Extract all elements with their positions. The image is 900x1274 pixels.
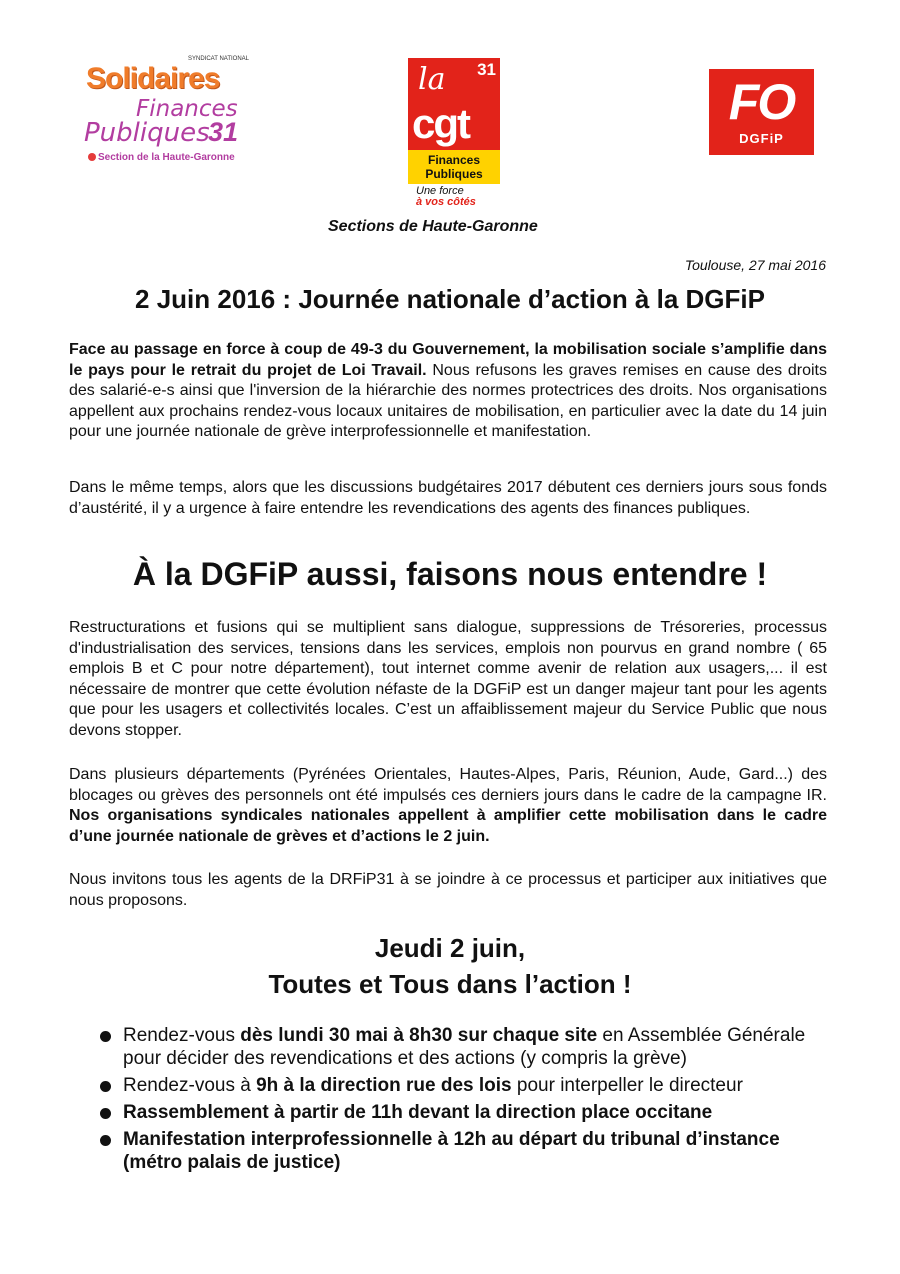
cgt-logo-la: la [418, 62, 446, 97]
paragraph-1 [69, 340, 827, 443]
paragraph-1-bold: Face au passage en force à coup de 49-3 du Gouvernement, la mobilisation sociale s’amplifie dans le pays pour le retrait du projet de Loi Travail. [69, 341, 827, 379]
list-item [100, 1074, 820, 1097]
cgt-logo-sub1: Finances [427, 153, 481, 167]
document-date: Toulouse, 27 mai 2016 [684, 257, 826, 273]
sections-label: Sections de Haute-Garonne [328, 218, 538, 235]
paragraph-5: Nous invitons tous les agents de la DRFiP31 à se joindre à ce processus et participer aux initiatives que nous proposons. [69, 871, 827, 909]
cgt-logo-sub2: Publiques [425, 167, 483, 181]
call-to-action-line2: Toutes et Tous dans l’action ! [268, 969, 632, 999]
paragraph-2: Dans le même temps, alors que les discussions budgétaires 2017 débutent ces derniers jours sous fonds d’austérité, il y a urgence à faire entendre les revendications des agents des finances publiques. [69, 479, 827, 517]
cgt-logo-yellow-block [408, 150, 500, 184]
cgt-logo-red-block [408, 58, 500, 150]
list-item-text-a: Rendez-vous à [123, 1075, 257, 1096]
cgt-slogan-line1: Une force [416, 185, 464, 197]
list-item-text-c: en Assemblée Générale pour décider des revendications et des actions (y compris la grève) [123, 1025, 806, 1069]
solidaires-logo-syndicat: SYNDICAT NATIONAL [188, 56, 250, 62]
paragraph-4-bold: Nos organisations syndicales nationales appellent à amplifier cette mobilisation dans le cadre d’une journée nationale de grèves et d’actions le 2 juin. [69, 807, 827, 845]
main-title: 2 Juin 2016 : Journée nationale d’action à la DGFiP [135, 284, 765, 314]
solidaires-logo-line1: Solidaires [86, 62, 220, 95]
list-item-text-b: 9h à la direction rue des lois [256, 1075, 512, 1096]
cgt-slogan [416, 186, 476, 208]
list-item [100, 1128, 820, 1174]
cgt-logo [408, 58, 500, 210]
paragraph-1-text: Nous refusons les graves remises en cause des droits des salarié-e-s ainsi que l'inversion de la hiérarchie des normes protectrices des droits. Nos organisations appellent aux prochains rendez-vous locaux unitaires de mobilisation, en particulier avec la date du 14 juin pour une journée nationale de grève interprofessionnelle et manifestation. [69, 361, 828, 440]
solidaires-logo-line3: Publiques [84, 118, 210, 148]
cgt-logo-name: cgt [412, 100, 469, 147]
list-item-text-a: Rendez-vous [123, 1025, 241, 1046]
bullet-icon [100, 1081, 111, 1092]
cgt-slogan-line2: à vos côtés [416, 196, 476, 208]
list-item-text-b: Rassemblement à partir de 11h devant la direction place occitane [123, 1102, 713, 1123]
solidaires-logo [80, 56, 250, 172]
bullet-icon [100, 1108, 111, 1119]
list-item-text-b: dès lundi 30 mai à 8h30 sur chaque site [240, 1025, 598, 1046]
cgt-logo-number: 31 [477, 60, 496, 79]
paragraph-3: Restructurations et fusions qui se multiplient sans dialogue, suppressions de Trésoreries, processus d'industrialisation des services, tensions dans les services, emplois non pourvus en grand nombre ( 65 emplois B et C pour notre département), tout internet comme avenir de relation aux usagers,... il est nécessaire de montrer que cette évolution néfaste de la DGFiP est un danger majeur tant pour les agents que pour les usagers et collectivités locales. C’est un affaiblissement majeur du Service Public que nous devons stopper. [69, 619, 827, 739]
list-item [100, 1101, 820, 1124]
list-item-text-c: pour interpeller le directeur [511, 1075, 743, 1096]
action-list [100, 1024, 820, 1178]
fo-logo-name: FO [728, 74, 795, 130]
section-title: À la DGFiP aussi, faisons nous entendre ! [132, 556, 768, 592]
call-to-action-line1: Jeudi 2 juin, [374, 933, 526, 963]
bullet-icon [100, 1031, 111, 1042]
solidaires-logo-number: 31 [208, 117, 239, 147]
solidaires-logo-line2: Finances [136, 96, 238, 122]
paragraph-4 [69, 765, 827, 847]
bullet-icon [100, 1135, 111, 1146]
paragraph-4-text: Dans plusieurs départements (Pyrénées Orientales, Hautes-Alpes, Paris, Réunion, Aude, Gard...) des blocages ou grèves des personnels ont été impulsés ces derniers jours dans le cadre de la campagne IR. [69, 766, 827, 804]
red-dot-icon [88, 153, 96, 161]
fo-logo [709, 69, 814, 155]
list-item [100, 1024, 820, 1070]
solidaires-logo-section [88, 152, 235, 163]
list-item-text-b: Manifestation interprofessionnelle à 12h au départ du tribunal d’instance (métro palais de justice) [123, 1129, 780, 1173]
solidaires-section-text: Section de la Haute-Garonne [98, 152, 235, 163]
call-to-action-title [0, 930, 900, 1002]
fo-logo-sub: DGFiP [739, 131, 784, 146]
